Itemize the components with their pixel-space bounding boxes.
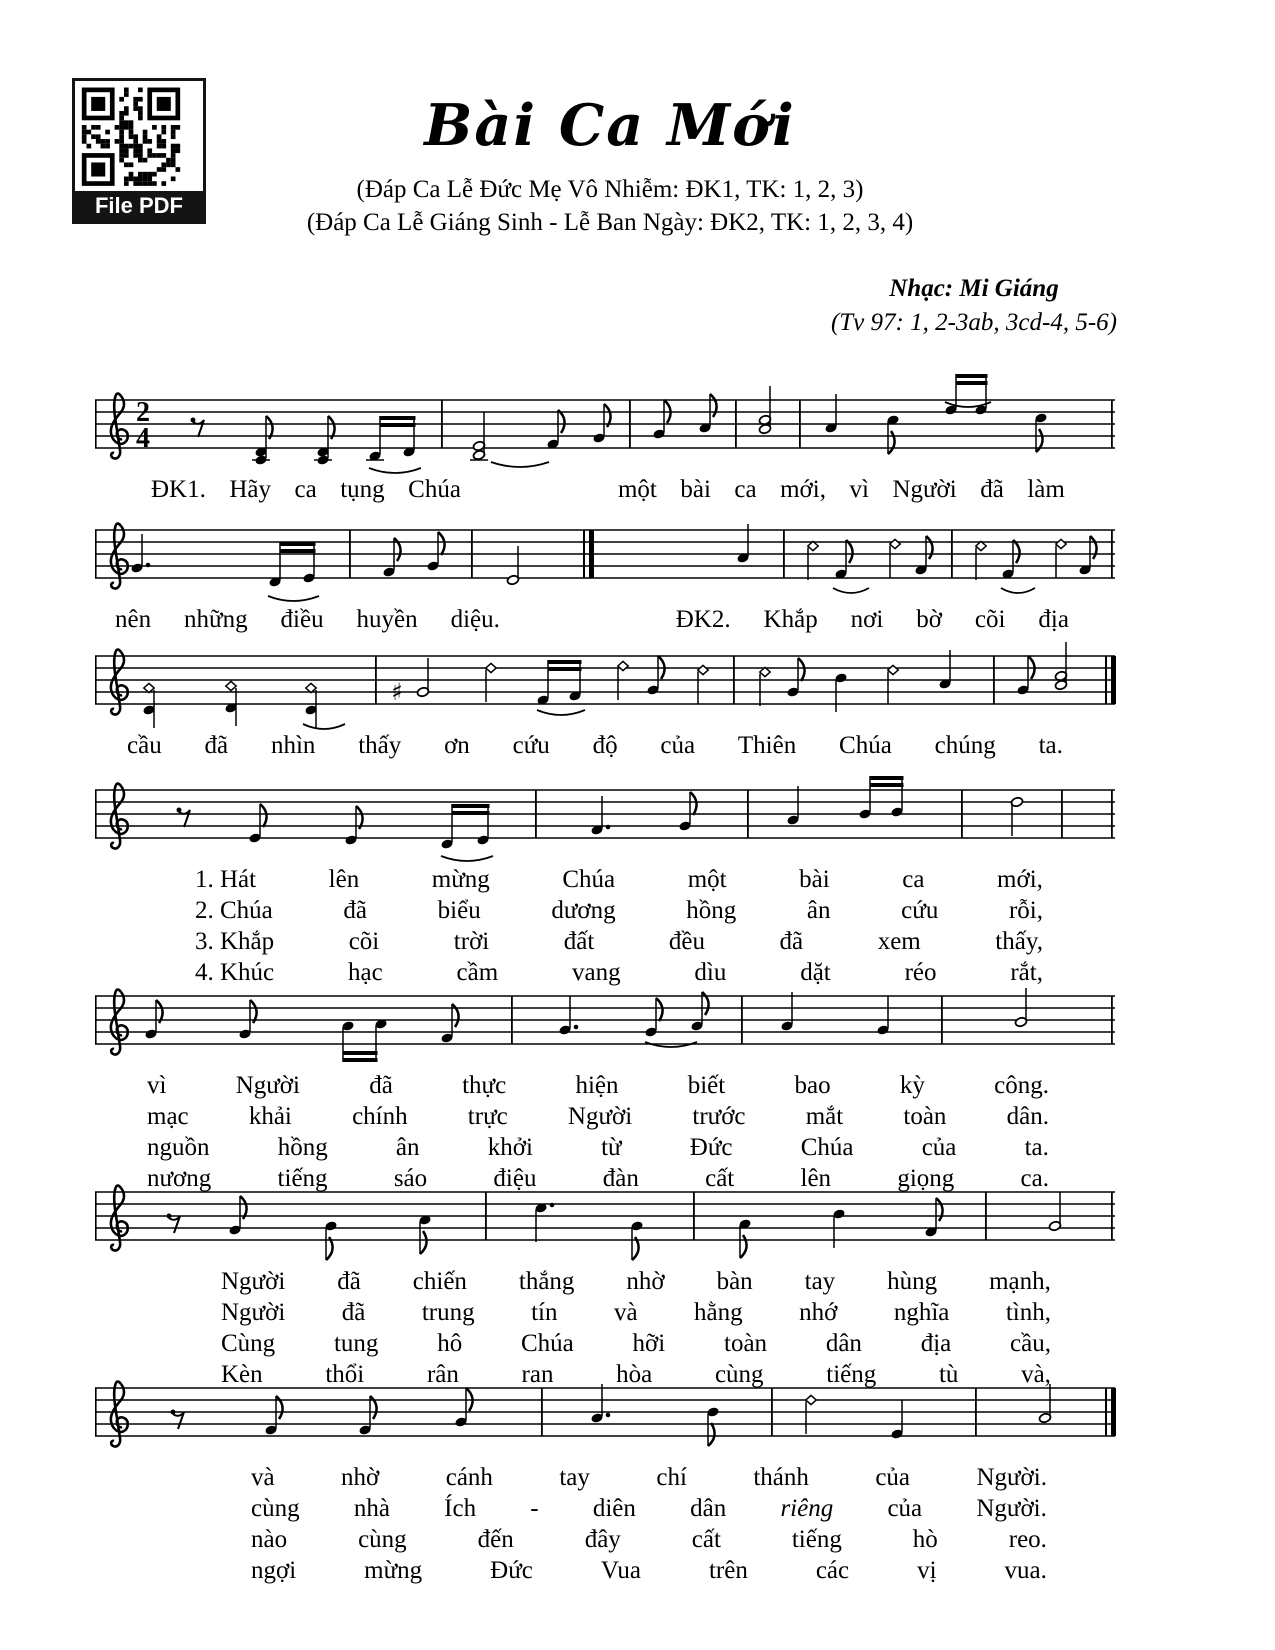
lyric-word: địa xyxy=(920,1330,952,1357)
lyric-word: Cùng xyxy=(221,1330,276,1357)
lyric-word: Người xyxy=(892,476,957,503)
lyric-word: Vua xyxy=(600,1557,641,1584)
music-system-6 xyxy=(95,1178,1115,1390)
lyric-word: cõi xyxy=(348,928,380,955)
qr-label: File PDF xyxy=(75,191,203,221)
lyric-word: Khắp xyxy=(763,606,818,633)
lyric-line-7-2 xyxy=(95,1493,1115,1524)
lyric-word: huyền xyxy=(356,606,418,633)
lyric-word: chí xyxy=(656,1464,687,1491)
lyric-word: ngợi xyxy=(251,1557,297,1584)
lyric-word: đã xyxy=(204,732,229,759)
lyric-word: nhờ xyxy=(341,1464,380,1491)
music-system-2 xyxy=(95,516,1115,635)
lyric-word: đã xyxy=(980,476,1004,503)
lyric-word: khải xyxy=(248,1103,292,1130)
music-system-7 xyxy=(95,1374,1115,1586)
lyric-word: Người xyxy=(221,1299,286,1326)
lyric-word: vì xyxy=(849,476,869,503)
lyric-word: vì xyxy=(147,1072,167,1099)
lyric-word: hỡi xyxy=(632,1330,666,1357)
lyric-word: Kèn xyxy=(221,1361,263,1388)
lyric-word: diên xyxy=(592,1495,636,1522)
lyric-word: mạnh, xyxy=(989,1268,1051,1295)
lyric-word: - xyxy=(530,1495,539,1522)
lyric-word: ca xyxy=(294,476,317,503)
lyric-word: réo xyxy=(904,959,937,986)
lyric-line-4-1 xyxy=(95,864,1115,895)
lyric-word: nhớ xyxy=(799,1299,838,1326)
subtitle-line-2: (Đáp Ca Lễ Giáng Sinh - Lễ Ban Ngày: ĐK2, TK: 1, 2, 3, 4) xyxy=(306,209,914,236)
lyric-line-7-3 xyxy=(95,1524,1115,1555)
lyric-line-7-1 xyxy=(95,1462,1115,1493)
lyric-word: 2. Chúa xyxy=(195,897,273,924)
lyric-word: và, xyxy=(1021,1361,1051,1388)
svg-text:2: 2 xyxy=(136,397,150,428)
lyric-word: thánh xyxy=(753,1464,809,1491)
lyric-word: tiếng xyxy=(791,1526,842,1553)
staff-system-1 xyxy=(95,386,1115,474)
lyric-word: hô xyxy=(437,1330,463,1357)
subtitle-line-1: (Đáp Ca Lễ Đức Mẹ Vô Nhiễm: ĐK1, TK: 1, 2, 3) xyxy=(356,176,864,203)
music-system-3 xyxy=(95,642,1115,761)
lyric-word: thấy xyxy=(358,732,402,759)
lyric-word: hồng xyxy=(277,1134,328,1161)
lyric-word: sáo xyxy=(393,1165,428,1192)
lyric-word: dương xyxy=(551,897,616,924)
lyric-word: lên xyxy=(800,1165,832,1192)
lyric-word: tiếng xyxy=(826,1361,877,1388)
lyric-word: cầu xyxy=(127,732,162,759)
lyric-word: 1. Hát xyxy=(195,866,257,893)
lyric-word: cầu, xyxy=(1010,1330,1051,1357)
lyric-word: chúng xyxy=(934,732,996,759)
lyric-word: riêng xyxy=(780,1495,834,1522)
lyric-word: đều xyxy=(668,928,705,955)
lyric-word: nhờ xyxy=(626,1268,665,1295)
lyric-word: ca xyxy=(902,866,925,893)
svg-text:♯: ♯ xyxy=(391,678,403,706)
lyric-word: cứu xyxy=(512,732,550,759)
lyric-word: vị xyxy=(917,1557,937,1584)
lyric-word: vua. xyxy=(1004,1557,1047,1584)
lyric-word: của xyxy=(921,1134,957,1161)
lyric-word: trên xyxy=(708,1557,748,1584)
lyric-line-5-3 xyxy=(95,1132,1115,1163)
lyric-word: dân xyxy=(690,1495,727,1522)
lyric-word: bài xyxy=(799,866,830,893)
lyric-line-6-2 xyxy=(95,1297,1115,1328)
lyric-word: cùng xyxy=(358,1526,407,1553)
lyric-line-2-1 xyxy=(95,604,1115,635)
lyric-word: 3. Khắp xyxy=(195,928,275,955)
lyric-word: chính xyxy=(352,1103,408,1130)
lyric-word: tiếng xyxy=(277,1165,328,1192)
lyric-word: kỳ xyxy=(899,1072,925,1099)
lyric-word: ĐK1. xyxy=(151,476,206,503)
lyric-word: ran xyxy=(521,1361,554,1388)
lyric-word: hạc xyxy=(347,959,383,986)
lyric-word: Người. xyxy=(976,1464,1047,1491)
lyric-word: tù xyxy=(938,1361,959,1388)
lyric-word: ta. xyxy=(1024,1134,1049,1161)
music-system-4 xyxy=(95,776,1115,988)
lyric-word: xem xyxy=(877,928,921,955)
lyric-word: một xyxy=(687,866,727,893)
lyric-line-6-1 xyxy=(95,1266,1115,1297)
lyric-word: một xyxy=(617,476,657,503)
lyric-word: ĐK2. xyxy=(675,606,731,633)
lyric-word: từ xyxy=(601,1134,622,1161)
lyric-word: tụng xyxy=(340,476,385,503)
lyric-word: đã xyxy=(341,1299,366,1326)
lyric-word: bao xyxy=(794,1072,831,1099)
music-system-5 xyxy=(95,982,1115,1194)
lyric-word: Chúa xyxy=(520,1330,574,1357)
lyric-word: rân xyxy=(426,1361,459,1388)
lyric-word: Người xyxy=(221,1268,286,1295)
lyric-word: rắt, xyxy=(1010,959,1043,986)
lyric-word: trước xyxy=(692,1103,746,1130)
lyric-word: bài xyxy=(680,476,711,503)
staff-system-2 xyxy=(95,516,1115,604)
lyric-word: của xyxy=(887,1495,923,1522)
lyric-word: ca. xyxy=(1020,1165,1049,1192)
lyric-line-1-1 xyxy=(95,474,1115,505)
lyric-word: mừng xyxy=(364,1557,423,1584)
lyric-line-4-2 xyxy=(95,895,1115,926)
lyric-word: khởi xyxy=(487,1134,533,1161)
lyric-line-3-1 xyxy=(95,730,1115,761)
lyric-word: giọng xyxy=(897,1165,955,1192)
composer-block xyxy=(831,272,1117,340)
lyric-word: địa xyxy=(1038,606,1069,633)
lyric-word: bờ xyxy=(916,606,942,633)
lyric-word: những xyxy=(184,606,248,633)
lyric-word: toàn xyxy=(724,1330,768,1357)
lyric-word: dặt xyxy=(800,959,831,986)
lyric-word: công. xyxy=(994,1072,1049,1099)
staff-system-5 xyxy=(95,982,1115,1070)
lyric-word: đến xyxy=(477,1526,514,1553)
lyric-word: hồng xyxy=(686,897,737,924)
lyric-word: Thiên xyxy=(737,732,797,759)
lyric-word: độ xyxy=(592,732,618,759)
lyric-word: đã xyxy=(779,928,804,955)
lyric-word: hằng xyxy=(694,1299,743,1326)
lyric-word: Người xyxy=(235,1072,300,1099)
lyric-word: cất xyxy=(705,1165,735,1192)
lyric-word: Chúa xyxy=(408,476,461,503)
lyric-word: đây xyxy=(584,1526,621,1553)
lyric-word: cứu xyxy=(901,897,939,924)
lyric-word: của xyxy=(875,1464,911,1491)
lyric-word: dìu xyxy=(694,959,727,986)
lyric-word: của xyxy=(660,732,696,759)
lyric-word: biết xyxy=(687,1072,726,1099)
lyric-word: trực xyxy=(467,1103,508,1130)
lyric-word: làm xyxy=(1027,476,1065,503)
lyric-word: đã xyxy=(337,1268,361,1295)
lyric-word: Người. xyxy=(976,1495,1047,1522)
lyric-word: hò xyxy=(912,1526,938,1553)
lyric-word: trung xyxy=(421,1299,475,1326)
lyric-word: dân. xyxy=(1006,1103,1049,1130)
lyric-word: chiến xyxy=(412,1268,467,1295)
staff-system-4 xyxy=(95,776,1115,864)
lyric-word: lên xyxy=(328,866,360,893)
lyric-word: biểu xyxy=(437,897,481,924)
lyric-word: đã xyxy=(369,1072,393,1099)
lyric-word: Hãy xyxy=(229,476,272,503)
lyric-word: Chúa xyxy=(562,866,616,893)
lyric-word: trời xyxy=(453,928,490,955)
lyric-word: vang xyxy=(571,959,621,986)
lyric-word: bàn xyxy=(716,1268,753,1295)
staff-system-3 xyxy=(95,642,1115,730)
lyric-word: Chúa xyxy=(800,1134,854,1161)
lyric-word: ta. xyxy=(1038,732,1063,759)
lyric-word: nghĩa xyxy=(893,1299,950,1326)
lyric-word: nguồn xyxy=(147,1134,210,1161)
score-header xyxy=(190,92,1030,239)
lyric-word: Người xyxy=(567,1103,633,1130)
lyric-word: và xyxy=(251,1464,275,1491)
lyric-word: cùng xyxy=(251,1495,300,1522)
qr-code-image xyxy=(75,81,203,191)
lyric-word: các xyxy=(815,1557,850,1584)
lyric-word: toàn xyxy=(903,1103,947,1130)
lyric-word: điệu xyxy=(493,1165,537,1192)
music-system-1 xyxy=(95,386,1115,505)
lyric-word: nơi xyxy=(850,606,884,633)
lyric-word: reo. xyxy=(1008,1526,1047,1553)
lyric-word: ân xyxy=(395,1134,420,1161)
lyric-word: nhà xyxy=(353,1495,390,1522)
lyric-word: Chúa xyxy=(839,732,892,759)
lyric-word: và xyxy=(613,1299,638,1326)
lyric-word: cầm xyxy=(456,959,499,986)
lyric-word: hòa xyxy=(616,1361,653,1388)
lyric-word: cùng xyxy=(714,1361,764,1388)
lyric-word: nào xyxy=(251,1526,288,1553)
lyric-word: hùng xyxy=(887,1268,938,1295)
lyric-word: nhìn xyxy=(270,732,316,759)
lyric-line-6-3 xyxy=(95,1328,1115,1359)
lyric-word: cánh xyxy=(445,1464,493,1491)
lyric-word: cất xyxy=(691,1526,721,1553)
composer-credit: Nhạc: Mi Giáng xyxy=(889,275,1059,302)
lyric-word: ơn xyxy=(444,732,470,759)
lyric-line-5-1 xyxy=(95,1070,1115,1101)
qr-code-block xyxy=(72,78,206,224)
psalm-reference: (Tv 97: 1, 2-3ab, 3cd-4, 5-6) xyxy=(830,309,1117,336)
lyric-word: mừng xyxy=(431,866,490,893)
lyric-word: nương xyxy=(147,1165,212,1192)
lyric-word: diệu. xyxy=(450,606,500,633)
lyric-word: tay xyxy=(804,1268,836,1295)
lyric-word: hiện xyxy=(575,1072,619,1099)
lyric-word: thực xyxy=(462,1072,507,1099)
lyric-word: ân xyxy=(806,897,831,924)
lyric-word: Đức xyxy=(689,1134,733,1161)
lyric-word: đàn xyxy=(602,1165,639,1192)
lyric-word: 4. Khúc xyxy=(195,959,275,986)
lyric-word: đất xyxy=(563,928,595,955)
lyric-word: dân xyxy=(825,1330,862,1357)
svg-text:4: 4 xyxy=(136,423,150,454)
lyric-word: tình, xyxy=(1005,1299,1051,1326)
lyric-word: rỗi, xyxy=(1008,897,1043,924)
lyric-line-4-3 xyxy=(95,926,1115,957)
lyric-word: mạc xyxy=(147,1103,189,1130)
lyric-word: mắt xyxy=(805,1103,844,1130)
lyric-word: tín xyxy=(531,1299,558,1326)
lyric-word: tung xyxy=(333,1330,379,1357)
lyric-word: thổi xyxy=(325,1361,365,1388)
lyric-word: tay xyxy=(559,1464,590,1491)
lyric-word: mới, xyxy=(780,476,826,503)
lyric-word: ca xyxy=(734,476,757,503)
lyric-word: Ích xyxy=(444,1495,477,1522)
lyric-line-5-2 xyxy=(95,1101,1115,1132)
lyric-word: cõi xyxy=(974,606,1006,633)
lyric-word: thấy, xyxy=(995,928,1043,955)
lyric-word: mới, xyxy=(997,866,1043,893)
lyric-word: Đức xyxy=(490,1557,533,1584)
staff-system-7 xyxy=(95,1374,1115,1462)
lyric-word: thắng xyxy=(518,1268,575,1295)
lyric-word: đã xyxy=(343,897,368,924)
lyric-word: điều xyxy=(280,606,324,633)
staff-system-6 xyxy=(95,1178,1115,1266)
lyric-word: nên xyxy=(115,606,152,633)
lyric-line-7-4 xyxy=(95,1555,1115,1586)
page-title: Bài Ca Mới xyxy=(424,92,796,159)
